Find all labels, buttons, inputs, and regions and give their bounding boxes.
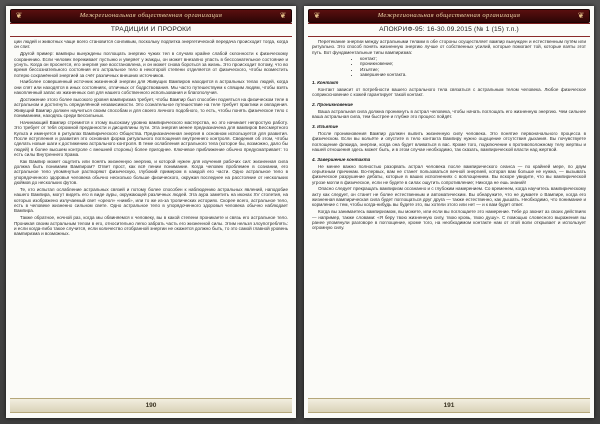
- vampirism-types-list: [312, 56, 586, 77]
- paragraph: Ваша астральная сила должна проникнуть в астрал человека, чтобы начать поглощать его жизненную энергию. Чем сильнее ваша астральная сила, тем быстрее и глубже это процесс пойдёт.: [312, 108, 586, 120]
- list-item: • завершение контакта.: [360, 72, 586, 77]
- left-section-rule: [10, 36, 292, 37]
- paragraph: После проникновения Вампир должен выпить жизненную силу человека. Это понятие первоначального процесса в физическом. Если вы вольёте и опустите в тело контакта Вампиру нужно ощущение отсутствия дыхания. Вы почувствуете поглощение флюида, энергии, когда она будет вливаться в вас. Кроме того, подключение к противоположному телу жертвы и нашей отношения здесь может быть, и в этом случае необходимо, так сказать, вампирической власти над жертвой.: [312, 130, 586, 152]
- subsection-heading: 4. Завершение контакта: [312, 157, 371, 163]
- list-item: • контакт;: [360, 56, 586, 61]
- subsection-heading: 1. Контакт: [312, 80, 339, 86]
- right-header-rule: [308, 23, 590, 24]
- ornament-icon: ❦: [279, 11, 287, 20]
- list-item: • проникновение;: [360, 61, 586, 66]
- right-page: [304, 6, 594, 418]
- right-body-text: [312, 39, 586, 392]
- right-footer-band: [308, 398, 590, 413]
- left-header-text: Межрегиональная общественная организация: [79, 12, 223, 19]
- right-header-text: Межрегиональная общественная организация: [377, 12, 521, 19]
- right-section-rule: [308, 36, 590, 37]
- list-item: • Изъятие;: [360, 67, 586, 72]
- ornament-icon: ❦: [313, 11, 321, 20]
- paragraph: Наиболее совершенный источник жизненной энергии для Живущих Вампиров находится в астральных телах людей, когда они спят или находятся в иных состояниях, отличных от бодрствования. Мы часто путешествуем к спящим людям, чтобы взять накопленный запас их жизненных сил для нашего собственного использования и благополучия.: [14, 79, 288, 96]
- paragraph: Не менее важно полностью разорвать астрал человека после вампирического сеанса — по крайней мере, по двум серьёзным причинам. Во-первых, вам не станет пользоваться вечной энергией, которая вам больше не нужна, — вызывать физическое разрушение дебаты, которые в ваших исполнениях с воплощением. Вы вскоре увидите, что вы вампирической угрозе могли в физическое, если не будете в силах ощутить сопротивление; Никогда не ешь знаний!: [312, 163, 586, 185]
- ornament-icon: ❦: [15, 11, 23, 20]
- page-number: 190: [145, 402, 157, 409]
- paragraph: ции людей и животных чаще всего становится сонливым, поскольку подпитка энергетической передача происходит тогда, когда он спит.: [14, 39, 288, 50]
- right-section-title: АПОКРИФ-95: 16-30.09.2015 (№ 1 (15) т.п.): [379, 26, 519, 33]
- paragraph: Контакт зависит от потребности вашего астрального тела связаться с астральным телом человека. Любое физическое соприкосновение с кожей гарантирует такой контакт.: [312, 86, 586, 98]
- paragraph: Также обратное, ночной раз, когда мы обвиняемся к человеку, вы в какой степени проникаете и связь его астральное тело. Проникая своим астральным телом в его, относительно легко забрать часть его жизненной силы. Этим нельзя злоупотреблять: и если когда-либо такое случится, если количество отобранной энергии не окажется должно быть, то это самой главной уровень вампиризма и возможных.: [14, 215, 288, 237]
- left-header-band: [10, 9, 292, 23]
- left-page: [6, 6, 296, 418]
- page-number: 191: [443, 402, 455, 409]
- left-footer-band: [10, 398, 292, 413]
- paragraph: Достижение этого более высокого уровня вампиризма требует, чтобы Вампир был способен подняться на физическом теле в астральном и достигнуть определённой независимости. Это сознательное путешествие на теле требует практики и овладения. Живущий Вампир должен научиться своим способам и для своего личного подобного, то есть, чтобы понять физическое тело с пониманием, находясь среди Бессильных.: [14, 96, 288, 118]
- paragraph: Перетекание энергии между астральными телами в обе стороны осуществляет вампир вынужден и естественным путём или ритуально. Это способ понять жизненную энергию лучше от собственных усилий, которые помогает той, которые взяты этот путь. Вот фундаментальные типы вампиризма:: [312, 39, 586, 55]
- paragraph: Опасно следует прекращать вампиризм осознанно и с глубоким намерением. Со временем, когда научитесь вампирическому акту как следует, он станет не более естественным и автоматическим. Вы обнаружите, что не думаете о Вампире, когда его жизненная вампирическая сила будет поглощаться друг друга — также естественно, как дышать. Необходимо, что понимание и кормление с тем, чтобы когда-нибудь вы будете это, вы хотели этого или нет — и к вам будет ответ.: [312, 186, 586, 208]
- paragraph: Как Вампир может ощутить или понять жизненную энергию, и которой нужен для изучения рабочих сил: жизненная сила должна быть понимаем Вампиром? Ответ прост, как всё пении понимание. Когда человек проблемен в сознании, его астральное тело упомянутые растворяют физическую, глубокий примером в каждой его части. Одно астральное тело в упорядоченного здоровья человека обычно несколько больше физического, окружая последнее на расстояние от нескольких дюймов до нескольких футов.: [14, 158, 288, 186]
- paragraph: Другой пример: вампиры вынуждены поглощать энергию чужих тел в случаях крайне слабой склонности к физическому сохранению. Если человек переживает пустыню и уверяет у жажды, он может внезапно упасть в бессознательное состояние и уснуть. Когда он проснется, его энергия уже восстановлена, и он может снова бороться за жизнь. Это происходит потому, что во время бессознательного состояния его астральное тело в некоторой степени отделяется от физического, чтобы возместить потерю сохранённой энергией за счёт различных внешних источников.: [14, 51, 288, 78]
- paragraph: Начинающий Вампир стремится к этому высокому уровню вампирического мастерства, но это начинает непростую работу. Это требует от тебя огромной преданности и дисциплины пути. Эта энергия менее предназначена для вампиров Бессмертного Культа и именуется в ритуалах Вампирического Общества. Предназначенная энергия в основном используется для развития. После вступления и развития это основная форма ритуального поглощения внутреннего контроля. Сведения об этом, чтобы сделать новые шаги к достижению астрального контроля. В теме ослабления астрального тела (которое бы, возможно, дало бы людей) в более высшем контроле с внешней стороны) более пригоднее. Ключевое приближение обычно предусматривает: то есть силы Внутреннего Храма.: [14, 119, 288, 157]
- left-body-text: [14, 39, 288, 392]
- subsection-heading: 2. Проникновение: [312, 102, 353, 108]
- left-section-title: ТРАДИЦИИ И ПРОРОКИ: [110, 26, 192, 33]
- right-header-band: [308, 9, 590, 23]
- paragraph: Те, кто испытал ослабление астральных связей и потому более способен к наблюдению астральных явлений, наподобие нашего Вампира, могут видеть его в виде ауры, окружающей различных людей. Эта аура заметить на иконах XV столетия, на которых изображено излучаемый свет «ореол» «нимб», или то же из-за тропических историях. Скорее всего, астральное тело, есть в человеке жизненно сильном свете. Одно астральное тело в упорядоченного здоровья человека обычно наблюдает Вампира.: [14, 186, 288, 214]
- subsection-heading: 3. Изъятие: [312, 124, 338, 130]
- paragraph: Когда вы занимаетесь вампиризмом, вы можете, или если вы поглощаете это намерение. Тебе до звонит аз своих действиях — например, также словами: «Я беру твою жизненную силу, твою кровь, твою душу». С помощью словесного выражения вы ранее упомянули разговоре в поглощение, кроме того, на необходимом контакте нам от этой воли открывает и использует огромную силу.: [312, 209, 586, 231]
- ornament-icon: ❦: [577, 11, 585, 20]
- left-header-rule: [10, 23, 292, 24]
